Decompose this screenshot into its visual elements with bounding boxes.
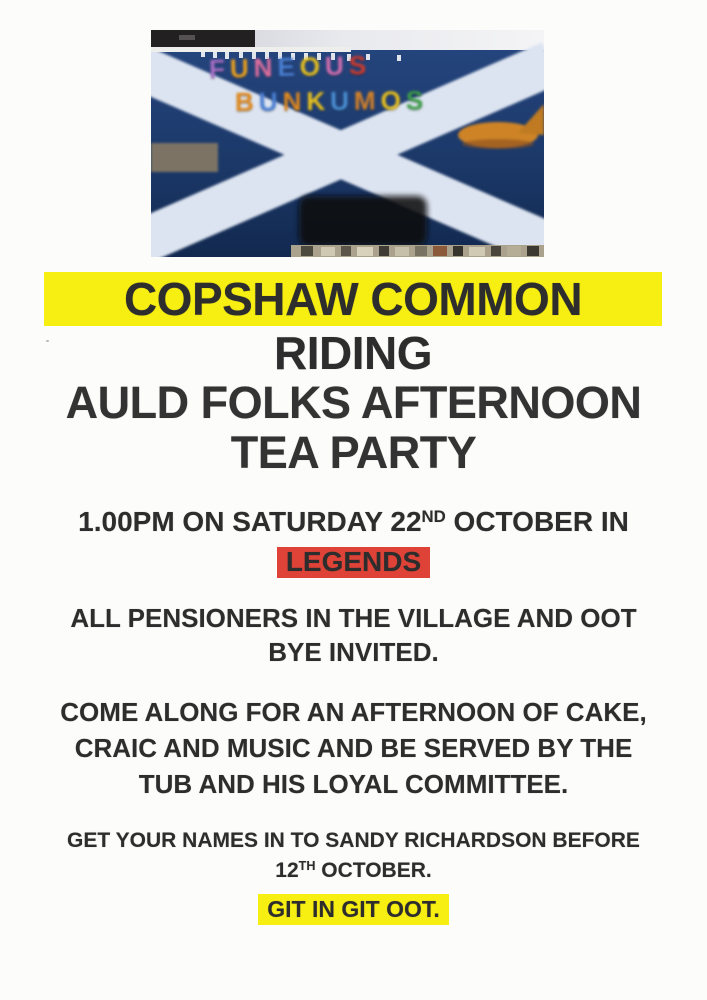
title-highlight-banner	[44, 272, 662, 379]
page-title: COPSHAW COMMON RIDING	[123, 273, 583, 379]
foam-letters-row-1: FUNEOUS	[208, 49, 372, 85]
invitation-line1: ALL PENSIONERS IN THE VILLAGE AND OOT	[70, 603, 637, 633]
black-bar	[151, 30, 255, 47]
footer	[0, 894, 707, 925]
date-text: 1.00PM ON SATURDAY 22ND OCTOBER IN	[78, 506, 629, 537]
rsvp-line1: GET YOUR NAMES IN TO SANDY RICHARDSON BEFORE	[67, 829, 640, 852]
venue-name: LEGENDS	[285, 546, 422, 577]
shadow-blob	[299, 196, 427, 246]
date-ordinal: ND	[421, 506, 446, 526]
invitation-line2: BYE INVITED.	[268, 637, 439, 667]
event-heading-line1: AULD FOLKS AFTERNOON	[65, 377, 642, 428]
venue-highlight	[277, 547, 430, 578]
details-line1: COME ALONG FOR AN AFTERNOON OF CAKE,	[60, 697, 647, 727]
date-line	[0, 506, 707, 578]
footer-slogan: GIT IN GIT OOT.	[267, 896, 440, 922]
details-text	[0, 694, 707, 802]
invitation-text	[0, 601, 707, 669]
foam-letters-row-2: BUNKUMOS	[234, 85, 429, 117]
shelf-strip	[291, 245, 544, 257]
footer-highlight	[258, 894, 449, 925]
event-heading-line2: TEA PARTY	[230, 427, 477, 478]
event-heading	[0, 378, 707, 478]
rsvp-text	[0, 826, 707, 888]
grey-patch	[151, 143, 218, 172]
scan-speck	[46, 340, 49, 342]
rsvp-ordinal: TH	[298, 859, 316, 874]
details-line3: TUB AND HIS LOYAL COMMITTEE.	[138, 769, 569, 799]
details-line2: CRAIC AND MUSIC AND BE SERVED BY THE	[74, 733, 633, 763]
saltire-flag-photo	[151, 30, 544, 257]
rsvp-line2: 12TH OCTOBER.	[275, 859, 432, 882]
